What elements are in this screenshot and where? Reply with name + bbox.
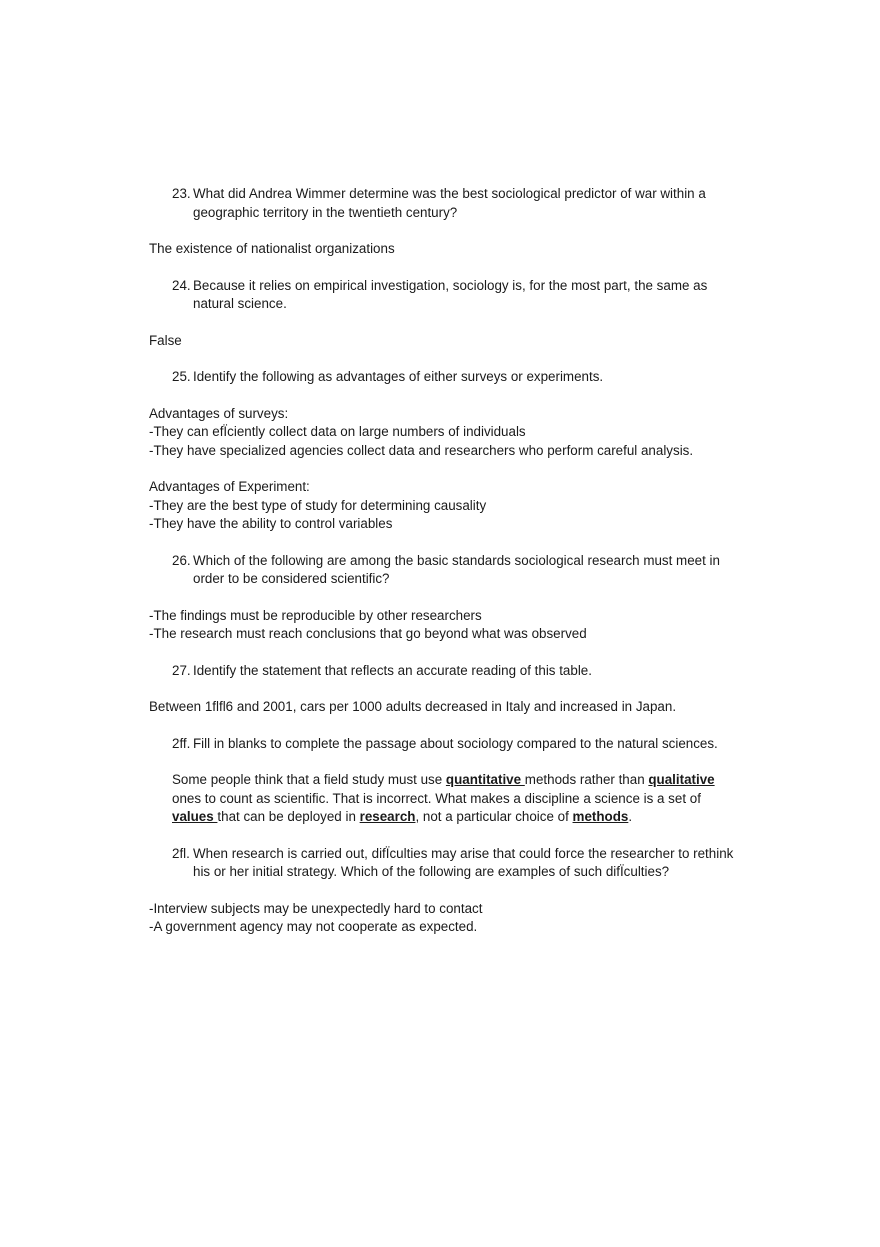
question-text: Which of the following are among the basic standards sociological research must meet in order to be considered scientific? [193, 552, 720, 586]
question-text: Identify the statement that reflects an accurate reading of this table. [193, 662, 592, 678]
question-text: What did Andrea Wimmer determine was the best sociological predictor of war within a geographic territory in the twentieth century? [193, 186, 706, 220]
list-item: -The research must reach conclusions that go beyond what was observed [149, 626, 587, 641]
question-28 [172, 735, 739, 754]
filled-blank: research [359, 809, 416, 824]
passage-text: , not a particular choice of [415, 809, 573, 824]
list-item: -They have specialized agencies collect data and researchers who perform careful analysis. [149, 442, 694, 458]
question-text: Fill in blanks to complete the passage about sociology compared to the natural sciences. [193, 735, 718, 751]
answer-29 [149, 900, 739, 937]
passage-text: that can be deployed in [217, 809, 360, 824]
passage-text: methods rather than [524, 772, 649, 787]
filled-blank: methods [572, 809, 629, 824]
question-24 [172, 277, 739, 314]
passage-text: . [628, 809, 633, 824]
answer-25-surveys [149, 405, 739, 461]
question-text: Because it relies on empirical investigation, sociology is, for the most part, the same as natural science. [193, 277, 708, 311]
list-item: -They can efÏciently collect data on large numbers of individuals [149, 424, 526, 439]
question-25 [172, 368, 739, 387]
question-27 [172, 662, 739, 681]
question-number: 25. [172, 369, 191, 384]
answer-28-passage [172, 771, 739, 827]
answer-23: The existence of nationalist organizations [149, 241, 395, 256]
passage-text: ones to count as scientific. That is incorrect. What makes a discipline a science is a set of [172, 790, 701, 806]
answer-26 [149, 607, 739, 644]
experiment-heading: Advantages of Experiment: [149, 479, 310, 494]
passage-text: Some people think that a field study must use [172, 772, 446, 787]
question-number: 27. [172, 662, 191, 678]
list-item: -They have the ability to control variables [149, 516, 393, 531]
list-item: -A government agency may not cooperate as expected. [149, 919, 478, 934]
question-29 [172, 845, 739, 882]
question-number: 23. [172, 186, 191, 201]
filled-blank: qualitative [648, 772, 715, 787]
filled-blank: values [172, 809, 218, 824]
list-item: -They are the best type of study for determining causality [149, 497, 487, 513]
question-26 [172, 552, 739, 589]
list-item: -The findings must be reproducible by other researchers [149, 607, 482, 623]
list-item: -Interview subjects may be unexpectedly hard to contact [149, 900, 483, 916]
question-number: 2fl. [172, 845, 190, 861]
question-text: Identify the following as advantages of either surveys or experiments. [193, 369, 604, 384]
answer-27: Between 1flfl6 and 2001, cars per 1000 adults decreased in Italy and increased in Japan. [149, 699, 677, 714]
document-content [149, 185, 739, 937]
question-number: 2ff. [172, 735, 191, 751]
question-number: 24. [172, 277, 191, 293]
filled-blank: quantitative [445, 772, 525, 787]
question-text: When research is carried out, difÏculties may arise that could force the researcher to rethink his or her initial strategy. Which of the following are examples of such difÏculties? [193, 845, 734, 879]
answer-24: False [149, 332, 182, 348]
question-number: 26. [172, 552, 191, 568]
surveys-heading: Advantages of surveys: [149, 405, 289, 421]
question-23 [172, 185, 739, 222]
answer-25-experiment [149, 478, 739, 534]
